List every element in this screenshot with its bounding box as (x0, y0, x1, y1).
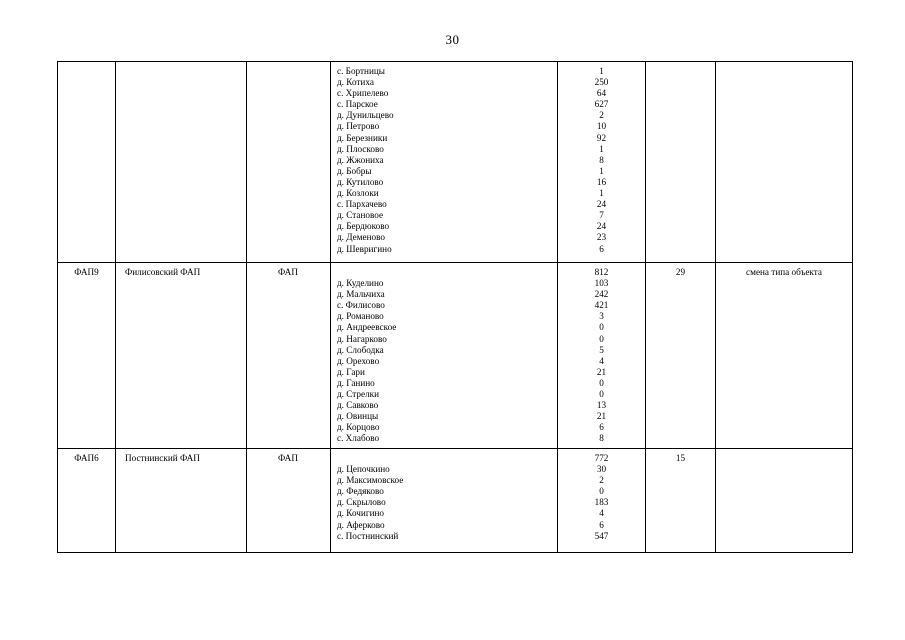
facility-code-cell (58, 449, 116, 553)
settlement-list-cell (331, 62, 558, 263)
facility-name: Филисовский ФАП (125, 267, 201, 277)
settlement-name: д. Аферково (337, 519, 385, 530)
distance-value-cell (646, 263, 716, 449)
table-row (58, 62, 853, 263)
settlement-name (337, 453, 557, 464)
population-value: 242 (594, 289, 609, 300)
note-text (716, 62, 852, 66)
note-text: смена типа объекта (746, 267, 822, 277)
population-value: 1 (599, 143, 604, 154)
population-value: 7 (599, 210, 604, 221)
settlement-name: д. Плосково (337, 143, 384, 154)
facility-code: ФАП6 (74, 453, 99, 463)
population-value: 772 (594, 453, 609, 463)
settlement-list-cell (331, 449, 558, 553)
settlement-name: д. Цепочкино (337, 464, 390, 475)
facility-name: Постнинский ФАП (125, 453, 200, 463)
population-value: 16 (596, 176, 607, 187)
settlement-name: д. Кочигино (337, 508, 385, 519)
settlement-name: с. Хрипелево (337, 88, 389, 99)
population-value: 21 (596, 366, 607, 377)
settlement-name: д. Савково (337, 400, 379, 411)
settlement-name: д. Козлоки (337, 188, 379, 199)
settlement-name: д. Романово (337, 311, 384, 322)
distance-value-cell (646, 449, 716, 553)
settlement-name: д. Стрелки (337, 389, 380, 400)
population-value: 812 (594, 267, 609, 277)
settlement-name: д. Скрылово (337, 497, 386, 508)
settlement-name: д. Федяково (337, 486, 384, 497)
facility-code (58, 62, 115, 66)
population-value: 627 (594, 99, 609, 110)
population-value: 1 (599, 188, 604, 199)
facility-type: ФАП (278, 453, 298, 463)
note-text-cell (716, 263, 853, 449)
population-value: 5 (599, 344, 604, 355)
population-value: 1 (599, 66, 604, 76)
facility-name (116, 62, 246, 66)
population-value: 1 (599, 165, 604, 176)
population-value: 2 (599, 475, 604, 486)
settlement-list-cell (331, 263, 558, 449)
population-value: 64 (596, 88, 607, 99)
settlement-name: д. Кутилово (337, 176, 384, 187)
settlement-name (337, 267, 557, 278)
population-value: 6 (599, 243, 604, 254)
population-value: 0 (599, 333, 604, 344)
settlement-name: д. Слободка (337, 344, 384, 355)
settlement-name: д. Овинцы (337, 411, 379, 422)
settlement-name: д. Куделино (337, 278, 384, 289)
settlement-list (331, 62, 557, 255)
population-value: 8 (599, 154, 604, 165)
distance-value: 29 (675, 267, 686, 277)
facility-name-cell (116, 263, 247, 449)
settlement-name: д. Максимовское (337, 475, 404, 486)
distance-value: 15 (675, 453, 686, 463)
settlement-name: с. Постнинский (337, 530, 399, 541)
facility-code-cell (58, 62, 116, 263)
settlement-name: д. Гари (337, 366, 365, 377)
population-value: 92 (596, 132, 607, 143)
facility-code-cell (58, 263, 116, 449)
facilities-table (57, 61, 853, 553)
population-value: 183 (594, 497, 609, 508)
facility-code: ФАП9 (74, 267, 99, 277)
population-value: 0 (599, 389, 604, 400)
table-row (58, 449, 853, 553)
settlement-name: д. Андреевское (337, 322, 397, 333)
population-value: 13 (596, 400, 607, 411)
facility-type (247, 62, 330, 66)
population-value: 0 (599, 486, 604, 497)
settlement-name: с. Парское (337, 99, 378, 110)
population-value: 4 (599, 355, 604, 366)
settlement-name: д. Деменово (337, 232, 385, 243)
settlement-name: д. Нагарково (337, 333, 387, 344)
population-list (558, 263, 645, 445)
settlement-name: д. Бердюково (337, 221, 390, 232)
settlement-name: с. Хлабово (337, 433, 380, 444)
facility-type: ФАП (278, 267, 298, 277)
settlement-name: д. Орехово (337, 355, 380, 366)
population-value: 0 (599, 322, 604, 333)
population-value: 4 (599, 508, 604, 519)
note-text-cell (716, 449, 853, 553)
note-text-cell (716, 62, 853, 263)
population-value: 23 (596, 232, 607, 243)
facility-type-cell (247, 449, 331, 553)
settlement-name: д. Жжониха (337, 154, 384, 165)
facility-name-cell (116, 449, 247, 553)
settlement-name: с. Филисово (337, 300, 385, 311)
table-row (58, 263, 853, 449)
settlement-name: д. Петрово (337, 121, 380, 132)
facility-name-cell (116, 62, 247, 263)
population-value: 21 (596, 411, 607, 422)
distance-value-cell (646, 62, 716, 263)
population-value: 103 (594, 278, 609, 289)
note-text (716, 449, 852, 453)
settlement-list (331, 263, 557, 445)
settlement-name: д. Ганино (337, 377, 375, 388)
population-value: 3 (599, 311, 604, 322)
population-value: 547 (594, 530, 609, 541)
settlement-list (331, 449, 557, 542)
population-value: 24 (596, 221, 607, 232)
settlement-name: д. Становое (337, 210, 384, 221)
population-value: 0 (599, 377, 604, 388)
settlement-name: д. Шевригино (337, 243, 392, 254)
population-list-cell (558, 263, 646, 449)
population-value: 250 (594, 77, 609, 88)
distance-value (646, 62, 715, 66)
population-value: 10 (596, 121, 607, 132)
settlement-name: д. Мальчиха (337, 289, 385, 300)
settlement-name: с. Пархачево (337, 199, 387, 210)
population-list (558, 62, 645, 255)
settlement-name: д. Бобры (337, 165, 372, 176)
population-value: 6 (599, 519, 604, 530)
facility-type-cell (247, 62, 331, 263)
settlement-name: д. Корцово (337, 422, 380, 433)
population-value: 2 (599, 110, 604, 121)
settlement-name: д. Дунильцево (337, 110, 394, 121)
settlement-name: с. Бортницы (337, 66, 385, 76)
population-list (558, 449, 645, 542)
settlement-name: д. Березники (337, 132, 388, 143)
population-list-cell (558, 62, 646, 263)
population-value: 6 (599, 422, 604, 433)
population-value: 8 (599, 433, 604, 444)
population-value: 30 (596, 464, 607, 475)
population-value: 24 (596, 199, 607, 210)
population-value: 421 (594, 300, 609, 311)
settlement-name: д. Котиха (337, 77, 374, 88)
page-number: 30 (445, 32, 460, 47)
population-list-cell (558, 449, 646, 553)
facility-type-cell (247, 263, 331, 449)
